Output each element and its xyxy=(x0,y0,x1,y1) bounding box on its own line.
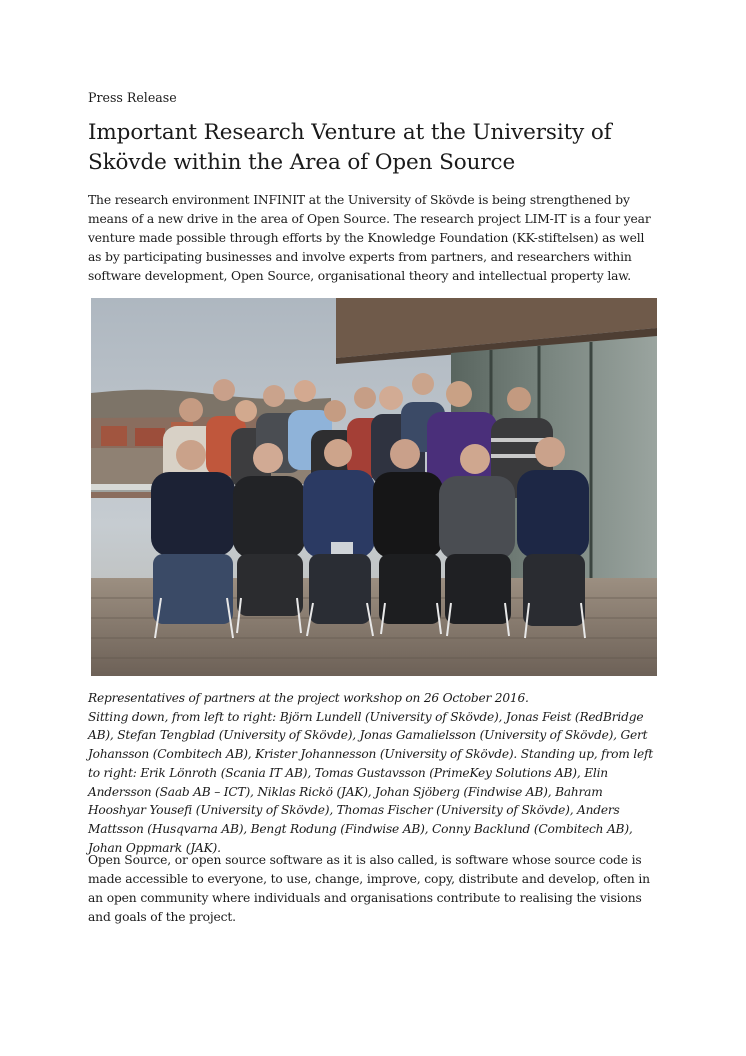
caption-event-line: Representatives of partners at the project workshop on 26 October 2016. xyxy=(88,691,529,705)
page-title: Important Research Venture at the University of Skövde within the Area of Open Source xyxy=(88,120,612,175)
lead-paragraph: The research environment INFINIT at the University of Skövde is being strengthened by means of a new drive in the area of Open Source. The research project LIM-IT is a four year venture made possible through efforts by the Knowledge Foundation (KK-stiftelsen) as well as by participating businesses and involve experts from partners, and researchers within software development, Open Source, organisational theory and intellectual property law. xyxy=(88,193,651,283)
photo-caption xyxy=(88,689,660,857)
caption-names: Sitting down, from left to right: Björn Lundell (University of Skövde), Jonas Feist (RedBridge AB), Stefan Tengblad (University of Skövde), Jonas Gamalielsson (University of Skövde), Gert Johansson (Combitech AB), Krister Johannesson (University of Skövde). Standing up, from left to right: Erik Lönroth (Scania IT AB), Tomas Gustavsson (PrimeKey Solutions AB), Elin Andersson (Saab AB – ICT), Niklas Rickö (JAK), Johan Sjöberg (Findwise AB), Bahram Hooshyar Yousefi (University of Skövde), Thomas Fischer (University of Skövde), Anders Mattsson (Husqvarna AB), Bengt Rodung (Findwise AB), Conny Backlund (Combitech AB), Johan Oppmark (JAK). xyxy=(88,709,653,855)
body-paragraph: Open Source, or open source software as it is also called, is software whose source code is made accessible to everyone, to use, change, improve, copy, distribute and develop, often in an open community where individuals and organisations contribute to realising the visions and goals of the project. xyxy=(88,853,650,924)
group-photo xyxy=(91,298,657,676)
document-label: Press Release xyxy=(88,90,177,105)
